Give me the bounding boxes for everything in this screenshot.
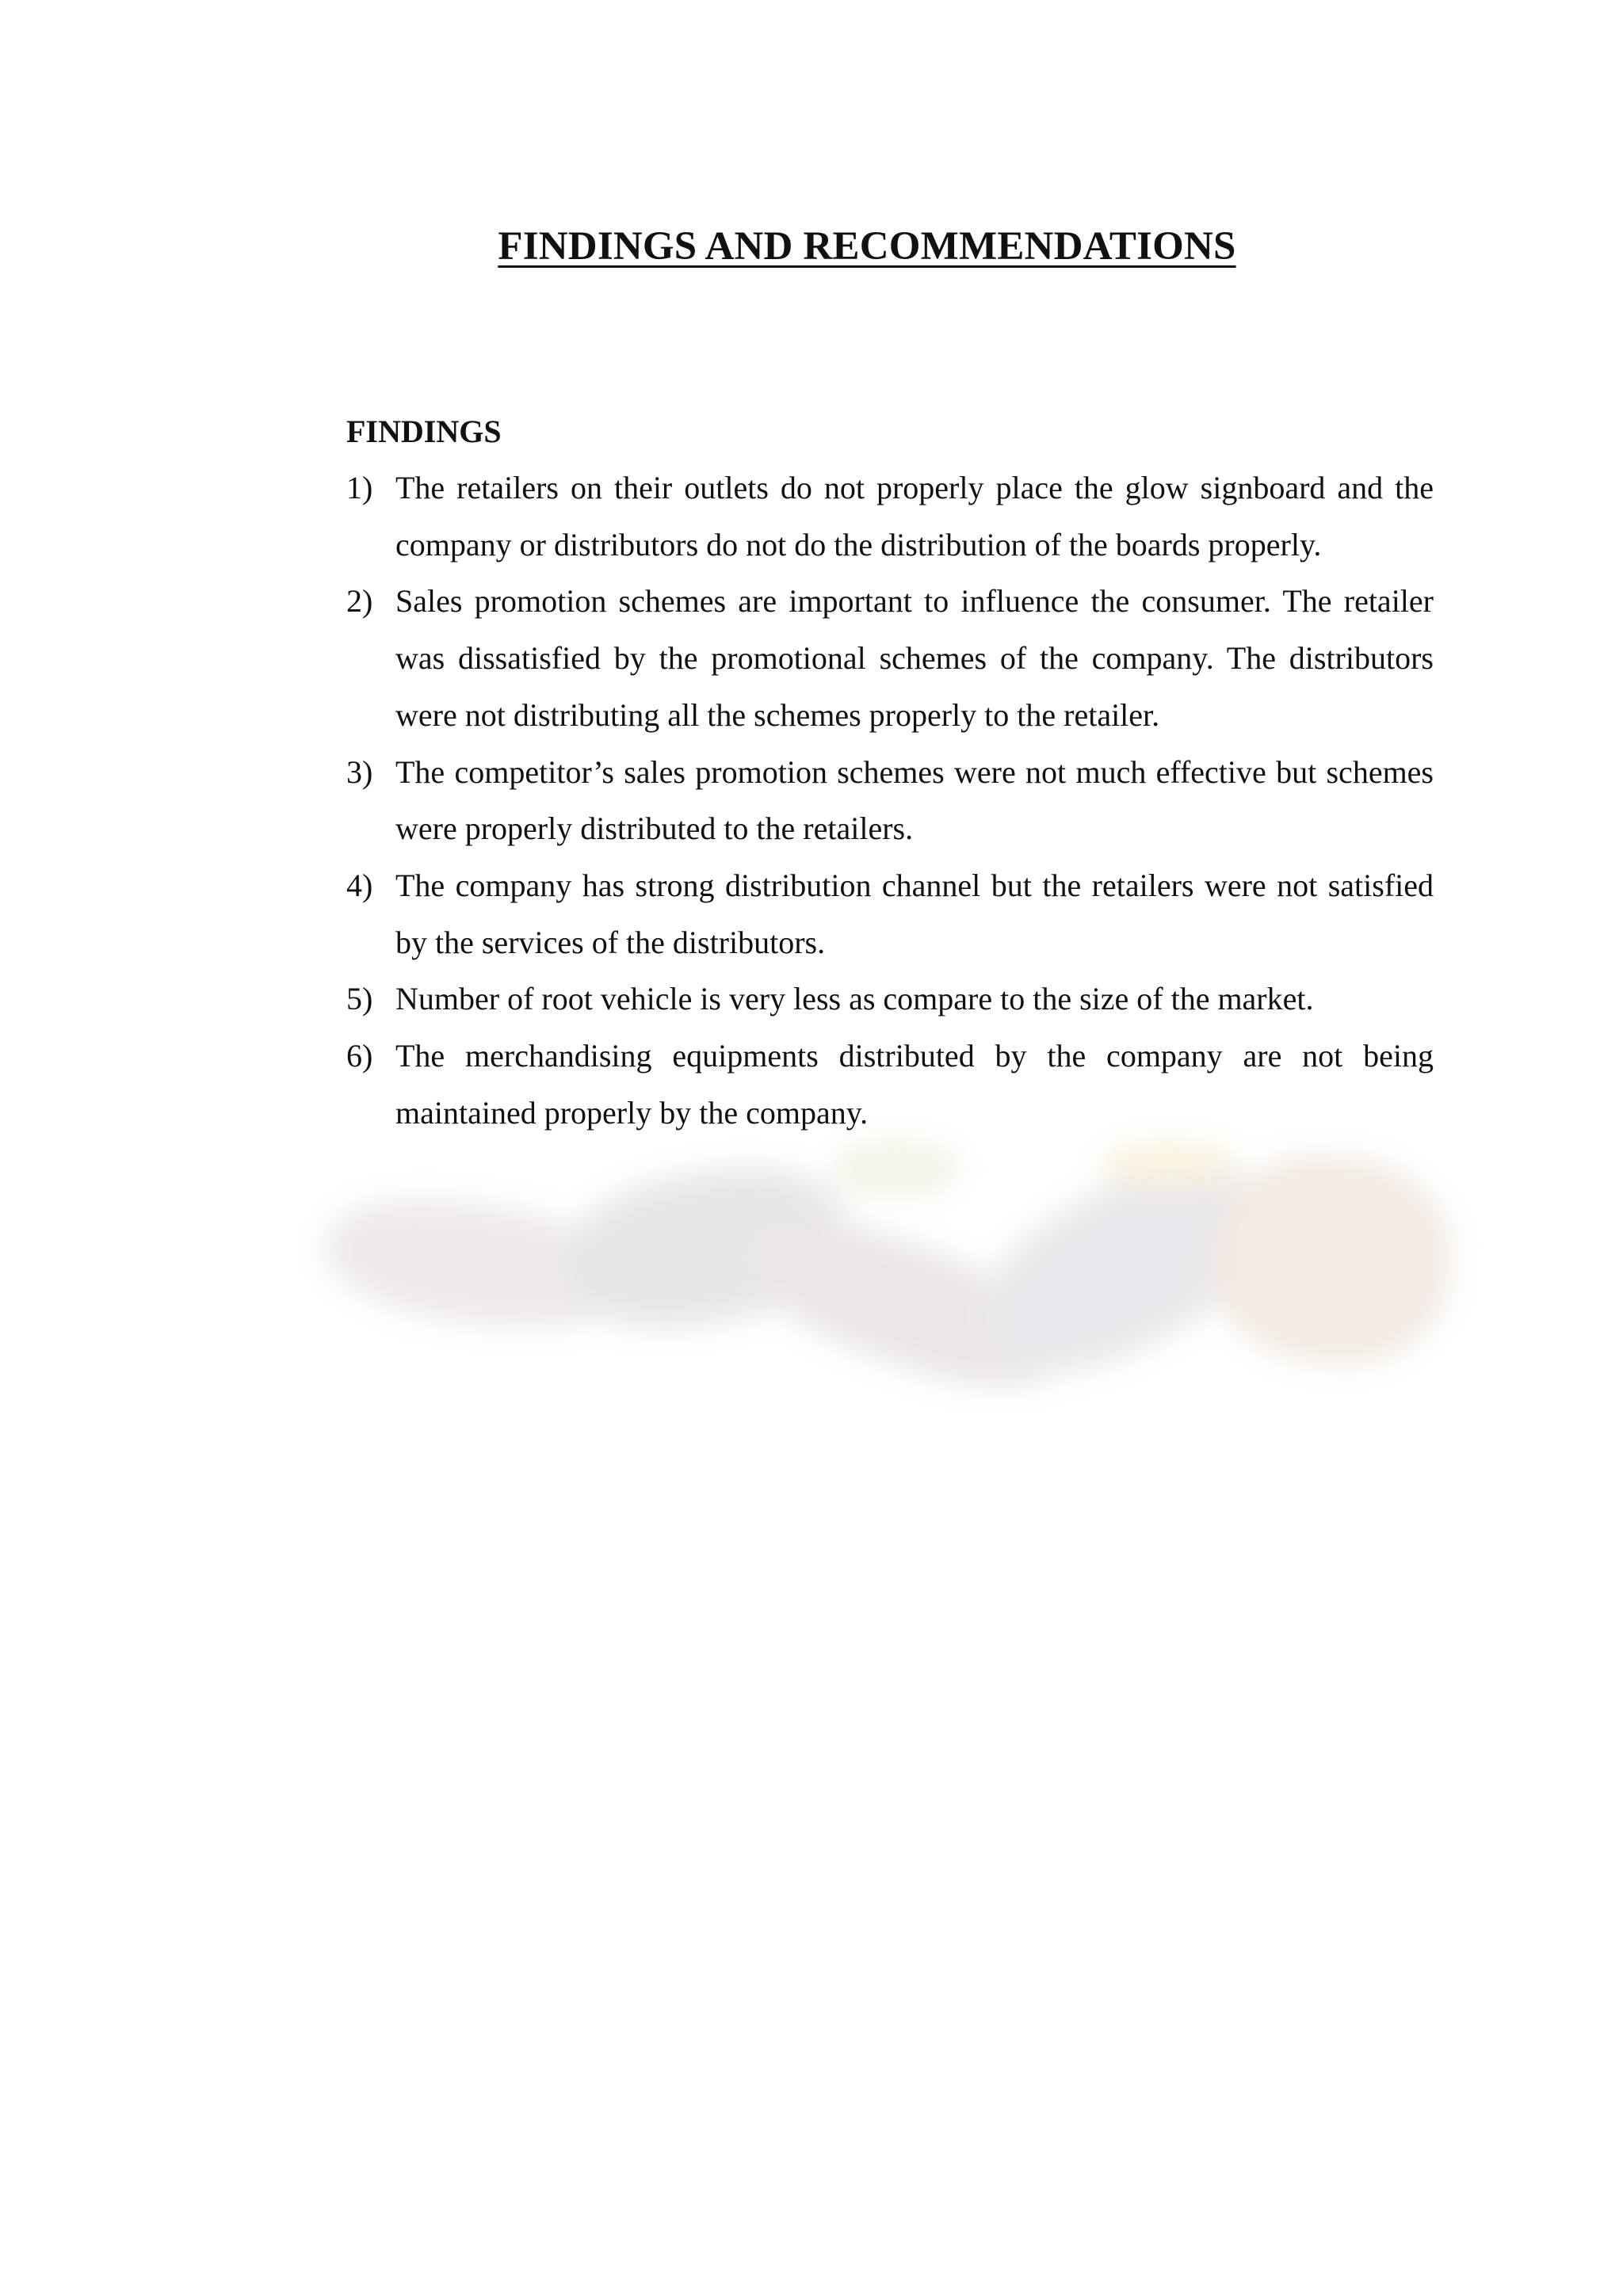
finding-number: 3) xyxy=(346,753,373,790)
finding-item-1 xyxy=(346,460,1434,573)
finding-number: 6) xyxy=(346,1038,373,1074)
finding-text: The competitor’s sales promotion schemes were not much effective but schemes were properly distributed to the retailers. xyxy=(395,753,1434,847)
finding-item-2 xyxy=(346,573,1434,743)
faded-background-watermark xyxy=(325,1141,1466,1394)
finding-number: 2) xyxy=(346,583,373,620)
findings-list xyxy=(346,460,1434,1141)
finding-text: Sales promotion schemes are important to influence the consumer. The retailer was dissatisfied by the promotional schemes of the company. The distributors were not distributing all the schemes properly to the retailer. xyxy=(395,583,1434,733)
finding-item-5 xyxy=(346,971,1434,1028)
finding-number: 4) xyxy=(346,867,373,903)
page-title: FINDINGS AND RECOMMENDATIONS xyxy=(498,224,1236,269)
findings-heading: FINDINGS xyxy=(346,414,502,450)
finding-item-6 xyxy=(346,1028,1434,1141)
finding-text: The company has strong distribution channel but the retailers were not satisfied by the services of the distributors. xyxy=(395,867,1434,960)
finding-text: The retailers on their outlets do not properly place the glow signboard and the company or distributors do not do the distribution of the boards properly. xyxy=(395,470,1434,563)
finding-item-3 xyxy=(346,744,1434,857)
finding-text: Number of root vehicle is very less as compare to the size of the market. xyxy=(395,981,1314,1017)
finding-number: 5) xyxy=(346,981,373,1017)
finding-number: 1) xyxy=(346,470,373,505)
finding-text: The merchandising equipments distributed by the company are not being maintained properly by the company. xyxy=(395,1038,1434,1131)
finding-item-4 xyxy=(346,857,1434,971)
